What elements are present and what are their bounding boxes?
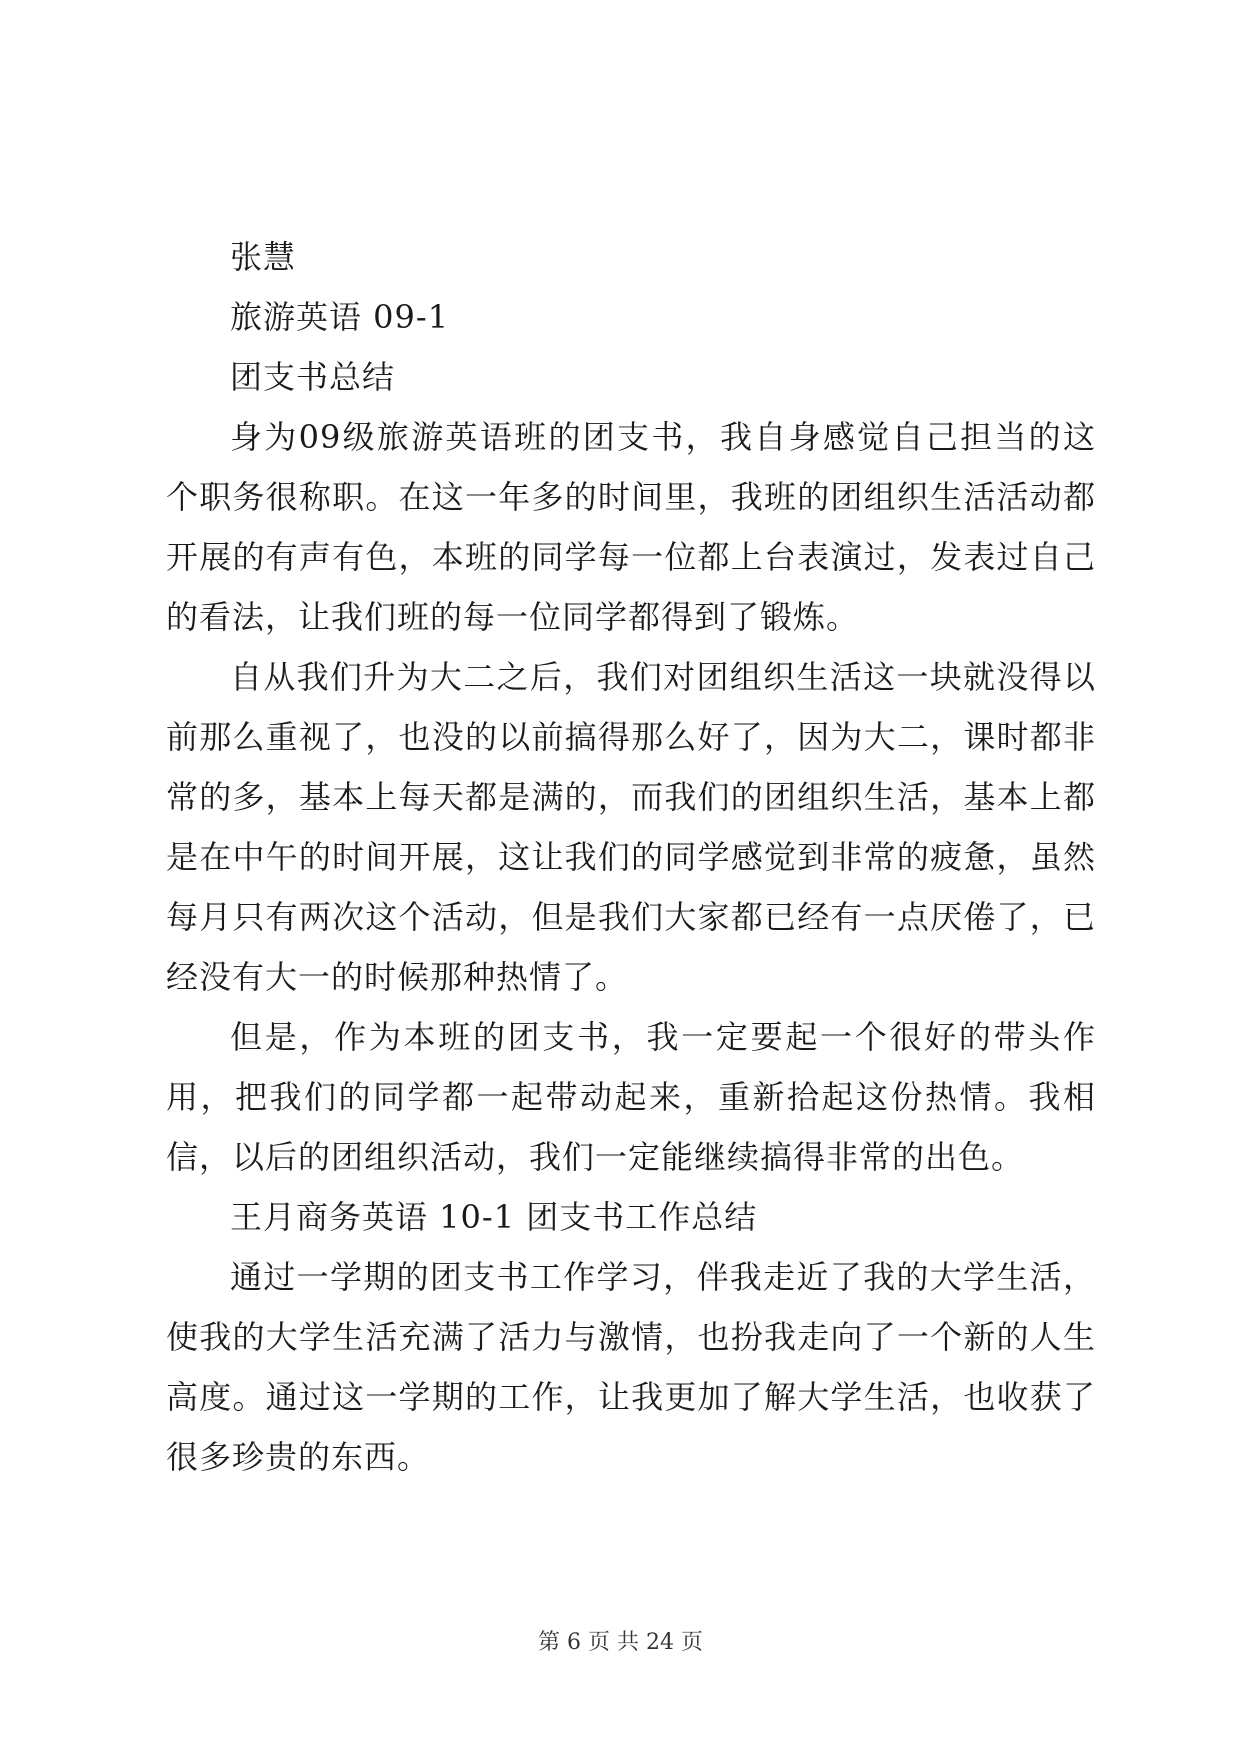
paragraph-3: 但是，作为本班的团支书，我一定要起一个很好的带头作用，把我们的同学都一起带动起来，重新拾起这份热情。我相信，以后的团组织活动，我们一定能继续搞得非常的出色。 xyxy=(166,1018,1096,1176)
paragraph-2: 自从我们升为大二之后，我们对团组织生活这一块就没得以前那么重视了，也没的以前搞得那么好了，因为大二，课时都非常的多，基本上每天都是满的，而我们的团组织生活，基本上都是在中午的时间开展，这让我们的同学感觉到非常的疲惫，虽然每月只有两次这个活动，但是我们大家都已经有一点厌倦了，已经没有大一的时候那种热情了。 xyxy=(166,658,1096,996)
page-number-footer: 第 6 页 共 24 页 xyxy=(538,1630,703,1655)
class-name: 旅游英语 09-1 xyxy=(230,298,450,336)
second-section-heading: 王月商务英语 10-1 团支书工作总结 xyxy=(230,1198,758,1236)
paragraph-4: 通过一学期的团支书工作学习，伴我走近了我的大学生活，使我的大学生活充满了活力与激情，也扮我走向了一个新的人生高度。通过这一学期的工作，让我更加了解大学生活，也收获了很多珍贵的东西。 xyxy=(166,1258,1096,1476)
section-heading: 团支书总结 xyxy=(230,358,396,396)
document-body xyxy=(166,227,1096,1487)
author-name: 张慧 xyxy=(230,238,297,276)
paragraph-1: 身为09级旅游英语班的团支书，我自身感觉自己担当的这个职务很称职。在这一年多的时间里，我班的团组织生活活动都开展的有声有色，本班的同学每一位都上台表演过，发表过自己的看法，让我们班的每一位同学都得到了锻炼。 xyxy=(166,418,1096,636)
